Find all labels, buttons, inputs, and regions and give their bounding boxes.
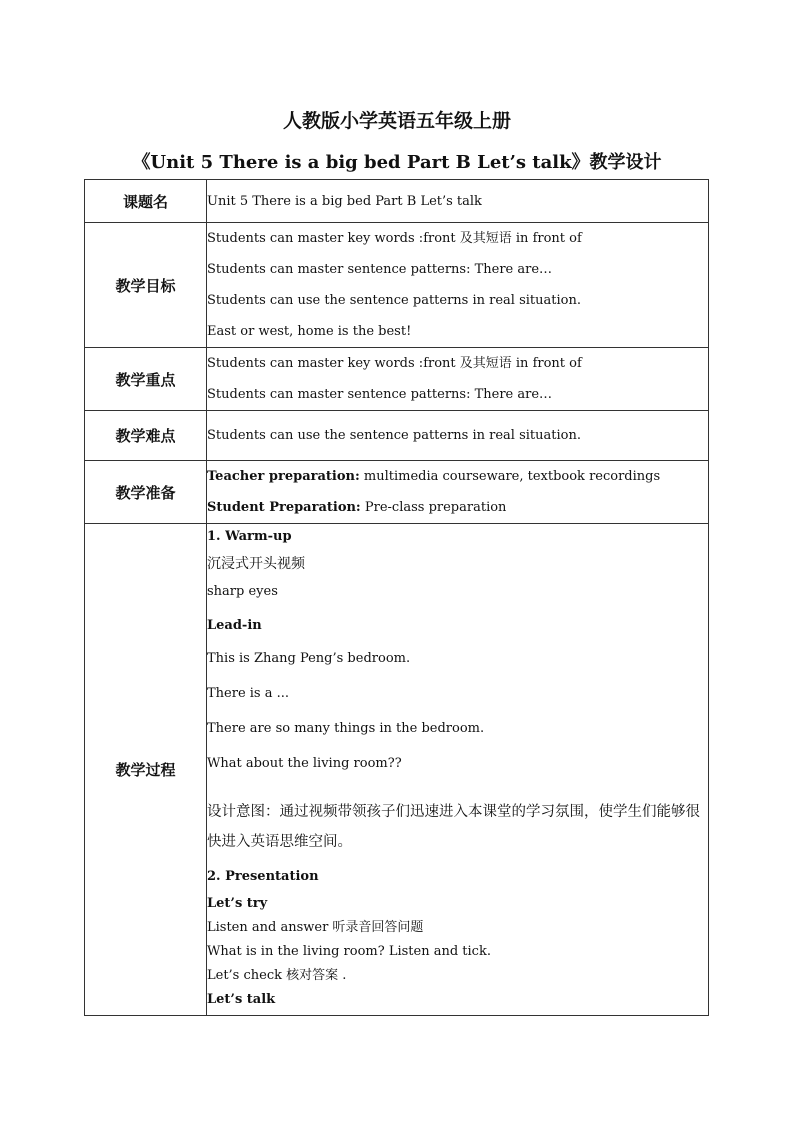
- row-content-topic: [207, 180, 709, 223]
- objective-line: Students can use the sentence patterns in real situation.: [207, 293, 581, 308]
- letstry-line-text: Listen and answer 听录音回答问题: [207, 920, 424, 935]
- warmup-heading: 1. Warm-up: [207, 529, 292, 544]
- row-label-topic: 课题名: [85, 180, 207, 223]
- key-point-line: Students can master key words :front 及其短语 in front of: [207, 356, 582, 371]
- leadin-line: There is a ...: [207, 686, 290, 701]
- topic-text: Unit 5 There is a big bed Part B Let’s talk: [207, 193, 482, 209]
- row-content-preparation: [207, 461, 709, 524]
- warmup-line: sharp eyes: [207, 584, 278, 599]
- letstry-line: What is in the living room? Listen and tick.: [207, 944, 491, 959]
- presentation-heading: 2. Presentation: [207, 869, 319, 884]
- objective-line: East or west, home is the best!: [207, 324, 412, 339]
- leadin-heading: Lead-in: [207, 618, 262, 633]
- letstry-line: Let’s check 核对答案 .: [207, 968, 347, 983]
- row-content-difficulties: [207, 411, 709, 461]
- leadin-line: There are so many things in the bedroom.: [207, 721, 485, 736]
- teacher-preparation-text: multimedia courseware, textbook recordings: [359, 469, 661, 484]
- lesson-plan-table: [84, 179, 709, 1016]
- letstalk-heading: Let’s talk: [207, 992, 276, 1007]
- teacher-preparation-line: [207, 461, 708, 492]
- row-label-difficulties: 教学难点: [85, 411, 207, 461]
- document-subtitle: 《Unit 5 There is a big bed Part B Let’s talk》教学设计: [132, 152, 662, 173]
- row-content-key-points: [207, 348, 709, 411]
- row-label-process: 教学过程: [85, 524, 207, 1016]
- row-content-process: [207, 524, 709, 1016]
- letstry-line: [207, 916, 708, 940]
- table-row-objectives: [85, 223, 709, 348]
- table-row-process: [85, 524, 709, 1016]
- table-row-topic: [85, 180, 709, 223]
- student-preparation-label: Student Preparation:: [207, 500, 361, 515]
- objective-line: Students can master sentence patterns: There are…: [207, 262, 553, 277]
- row-label-objectives: 教学目标: [85, 223, 207, 348]
- table-row-difficulties: [85, 411, 709, 461]
- row-content-objectives: [207, 223, 709, 348]
- leadin-line: What about the living room??: [207, 756, 402, 771]
- row-label-preparation: 教学准备: [85, 461, 207, 524]
- student-preparation-line: [207, 492, 708, 523]
- objective-line: Students can master key words :front 及其短语 in front of: [207, 231, 582, 246]
- letstry-heading: Let’s try: [207, 896, 268, 911]
- document-title: 人教版小学英语五年级上册: [282, 110, 511, 132]
- row-label-key-points: 教学重点: [85, 348, 207, 411]
- leadin-line: This is Zhang Peng’s bedroom.: [207, 651, 411, 666]
- teacher-preparation-label: Teacher preparation:: [207, 469, 360, 484]
- difficulty-line: Students can use the sentence patterns in real situation.: [207, 428, 581, 443]
- warmup-line: 沉浸式开头视频: [207, 556, 305, 572]
- student-preparation-text: Pre-class preparation: [360, 500, 507, 515]
- table-row-key-points: [85, 348, 709, 411]
- table-row-preparation: [85, 461, 709, 524]
- design-intent-note: 设计意图：通过视频带领孩子们迅速进入本课堂的学习氛围，使学生们能够很快进入英语思维空间。: [207, 804, 700, 850]
- key-point-line: Students can master sentence patterns: There are…: [207, 387, 553, 402]
